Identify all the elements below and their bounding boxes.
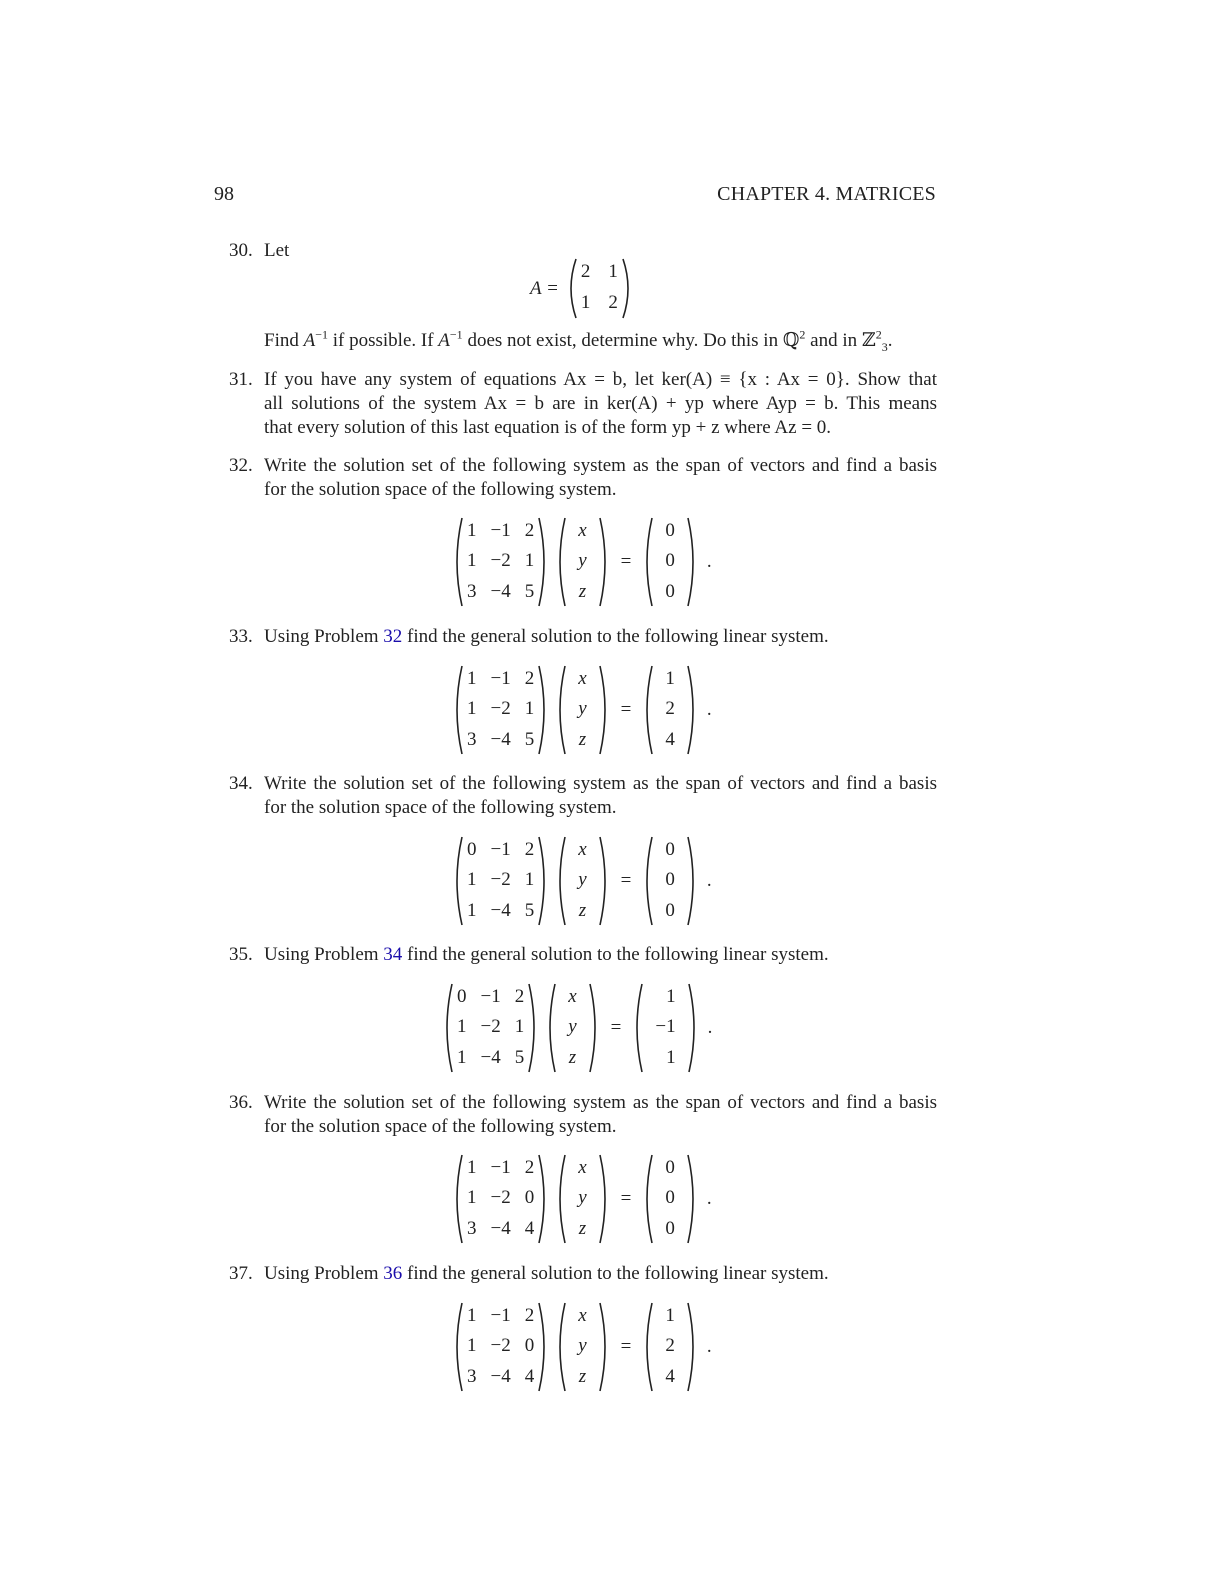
matrix-cell: 2	[665, 1335, 675, 1357]
matrix-cell: 0	[665, 839, 675, 860]
problem-link-34[interactable]: 34	[383, 944, 403, 965]
matrix-equation-35	[441, 983, 712, 1073]
matrix-cell: −2	[490, 1187, 511, 1209]
matrix-cell: 1	[457, 1046, 467, 1068]
matrix-equation-33	[451, 665, 712, 755]
left-paren	[451, 1302, 463, 1392]
left-paren	[554, 665, 566, 755]
period: .	[707, 1017, 713, 1038]
matrix-cell: −2	[480, 1016, 501, 1038]
right-paren	[599, 1154, 611, 1244]
problem-number: 33.	[229, 626, 253, 647]
problem-number: 31.	[229, 369, 253, 390]
matrix-cell: 0	[665, 899, 675, 921]
period: .	[706, 1336, 712, 1357]
right-paren	[538, 665, 550, 755]
matrix-cell: 3	[467, 1365, 477, 1387]
variable-vector	[554, 665, 610, 755]
matrix-cell: −4	[490, 728, 511, 750]
problem-30-question	[229, 329, 937, 353]
problem-link-36[interactable]: 36	[383, 1263, 403, 1284]
problem-text: Let	[264, 240, 290, 261]
right-paren	[688, 983, 700, 1073]
coefficient-matrix	[451, 517, 550, 607]
problem-text: find the general solution to the following linear system.	[402, 626, 829, 647]
matrix-cell: 0	[665, 869, 675, 891]
left-paren	[641, 517, 653, 607]
equals-sign: =	[620, 699, 632, 720]
matrix-cell: −4	[480, 1046, 501, 1068]
rhs-vector	[641, 517, 699, 607]
matrix-cell: 0	[665, 1157, 675, 1178]
period: .	[706, 551, 712, 572]
problem-number: 36.	[229, 1092, 253, 1113]
matrix-cell: x	[578, 1157, 587, 1178]
matrix-cell: −1	[480, 986, 501, 1007]
math-exponent: 2	[799, 327, 806, 342]
matrix-cell: 0	[665, 580, 675, 602]
left-paren	[641, 1154, 653, 1244]
left-paren	[641, 1302, 653, 1392]
matrix-cell: 2	[524, 1157, 535, 1178]
matrix-label: A =	[530, 277, 559, 299]
right-paren	[528, 983, 540, 1073]
right-paren	[589, 983, 601, 1073]
problem-text-line: Write the solution set of the following system as the span of vectors and find a basis	[264, 773, 937, 794]
math-subscript: 3	[881, 339, 888, 354]
matrix-equation-36	[451, 1154, 712, 1244]
problem-number: 30.	[229, 240, 253, 261]
matrix-cell: −4	[490, 1217, 511, 1239]
right-paren	[622, 258, 634, 319]
matrix-cell: −2	[490, 550, 511, 572]
problem-text: Find	[264, 330, 304, 351]
right-paren	[538, 1302, 550, 1392]
problem-text-line: for the solution space of the following system.	[264, 1116, 617, 1137]
coefficient-matrix	[451, 1302, 550, 1392]
matrix-cell: 0	[665, 520, 675, 541]
matrix-cell: z	[578, 1365, 587, 1387]
equals-sign: =	[620, 1336, 632, 1357]
variable-vector	[554, 517, 610, 607]
equals-sign: =	[620, 1188, 632, 1209]
equals-sign: =	[620, 870, 632, 891]
right-paren	[599, 1302, 611, 1392]
right-paren	[687, 1154, 699, 1244]
matrix-cell: 4	[524, 1217, 535, 1239]
left-paren	[565, 258, 577, 319]
matrix-cell: −1	[655, 1016, 676, 1038]
problem-31	[229, 368, 937, 440]
matrix-cell: 0	[524, 1335, 535, 1357]
matrix-cell: y	[578, 550, 587, 572]
matrix-cell: 1	[457, 1016, 467, 1038]
matrix-cell: 2	[514, 986, 525, 1007]
problem-33	[229, 625, 937, 649]
matrix-cell: 4	[524, 1365, 535, 1387]
problem-text: if possible. If	[328, 330, 439, 351]
matrix-cell: −2	[490, 1335, 511, 1357]
math-symbol: ℤ	[861, 330, 876, 351]
matrix-cell: −4	[490, 580, 511, 602]
matrix-cell: −4	[490, 899, 511, 921]
rhs-vector	[641, 836, 699, 926]
rhs-vector	[641, 1154, 699, 1244]
right-paren	[687, 517, 699, 607]
matrix-cell: 2	[580, 261, 591, 282]
matrix-cell: 0	[467, 839, 477, 860]
problem-number: 32.	[229, 455, 253, 476]
matrix-A	[565, 258, 634, 319]
problem-34	[229, 772, 937, 820]
left-paren	[441, 983, 453, 1073]
problem-text: Using Problem	[264, 1263, 384, 1284]
matrix-cell: 0	[665, 1217, 675, 1239]
problem-number: 35.	[229, 944, 253, 965]
variable-vector	[554, 836, 610, 926]
problem-text-line: all solutions of the system Ax = b are in ker(A) + yp where Ayp = b. This means	[264, 393, 937, 414]
matrix-cell: −2	[490, 698, 511, 720]
matrix-cell: z	[578, 899, 587, 921]
rhs-vector	[641, 665, 699, 755]
math-exponent: −1	[315, 327, 328, 342]
matrix-cell: 3	[467, 580, 477, 602]
matrix-cell: x	[578, 668, 587, 689]
matrix-cell: 1	[580, 292, 591, 313]
matrix-equation-37	[451, 1302, 712, 1392]
problem-text-line: If you have any system of equations Ax = b, let ker(A) ≡ {x : Ax = 0}. Show that	[264, 369, 937, 390]
rhs-vector	[631, 983, 699, 1073]
coefficient-matrix	[451, 665, 550, 755]
chapter-title: CHAPTER 4. MATRICES	[717, 183, 936, 205]
problem-number: 37.	[229, 1263, 253, 1284]
matrix-cell: 5	[524, 728, 535, 750]
right-paren	[599, 517, 611, 607]
matrix-cell: 2	[524, 1305, 535, 1326]
problem-text-line: Write the solution set of the following system as the span of vectors and find a basis	[264, 455, 937, 476]
math-symbol: A	[438, 330, 450, 351]
math-exponent: −1	[449, 327, 463, 342]
matrix-cell: z	[578, 580, 587, 602]
rhs-vector	[641, 1302, 699, 1392]
coefficient-matrix	[451, 836, 550, 926]
matrix-cell: 3	[467, 728, 477, 750]
coefficient-matrix	[441, 983, 540, 1073]
matrix-cell: 2	[524, 839, 535, 860]
matrix-cell: 1	[514, 1016, 525, 1038]
problem-text-line: for the solution space of the following system.	[264, 797, 617, 818]
problem-36	[229, 1091, 937, 1139]
problem-text: .	[887, 330, 893, 351]
matrix-cell: −1	[490, 839, 511, 860]
matrix-cell: 4	[665, 728, 675, 750]
right-paren	[687, 836, 699, 926]
right-paren	[538, 517, 550, 607]
matrix-equation-32	[451, 517, 712, 607]
left-paren	[554, 517, 566, 607]
matrix-cell: 5	[514, 1046, 525, 1068]
matrix-cell: x	[578, 520, 587, 541]
left-paren	[544, 983, 556, 1073]
problem-link-32[interactable]: 32	[383, 626, 403, 647]
matrix-cell: y	[578, 1187, 587, 1209]
matrix-cell: 1	[467, 899, 477, 921]
math-exponent: 2	[875, 327, 882, 342]
left-paren	[554, 1154, 566, 1244]
matrix-cell: 2	[665, 698, 675, 720]
page-number: 98	[214, 183, 234, 205]
problem-text: does not exist, determine why. Do this in	[462, 330, 783, 351]
matrix-cell: 4	[665, 1365, 675, 1387]
math-symbol: ℚ	[782, 330, 800, 351]
problem-text-line: for the solution space of the following system.	[264, 479, 617, 500]
problem-text-line: Write the solution set of the following system as the span of vectors and find a basis	[264, 1092, 937, 1113]
matrix-cell: 1	[524, 550, 535, 572]
right-paren	[599, 665, 611, 755]
matrix-cell: −1	[490, 668, 511, 689]
matrix-cell: 1	[467, 1187, 477, 1209]
left-paren	[451, 1154, 463, 1244]
matrix-cell: y	[568, 1016, 577, 1038]
matrix-cell: 5	[524, 580, 535, 602]
period: .	[706, 1188, 712, 1209]
matrix-cell: −2	[490, 869, 511, 891]
matrix-cell: y	[578, 698, 587, 720]
matrix-cell: 0	[665, 1187, 675, 1209]
matrix-cell: z	[568, 1046, 577, 1068]
page-header	[214, 183, 936, 209]
right-paren	[538, 836, 550, 926]
matrix-cell: 1	[608, 261, 618, 282]
left-paren	[554, 836, 566, 926]
matrix-cell: x	[578, 839, 587, 860]
matrix-cell: 0	[524, 1187, 535, 1209]
period: .	[706, 870, 712, 891]
problem-text: find the general solution to the following linear system.	[402, 944, 829, 965]
problem-text: and in	[805, 330, 862, 351]
problem-35	[229, 943, 937, 967]
matrix-cell: 1	[665, 1305, 675, 1326]
matrix-cell: z	[578, 1217, 587, 1239]
period: .	[706, 699, 712, 720]
matrix-cell: x	[568, 986, 577, 1007]
matrix-cell: 0	[457, 986, 467, 1007]
matrix-cell: z	[578, 728, 587, 750]
matrix-cell: 2	[524, 520, 535, 541]
coefficient-matrix	[451, 1154, 550, 1244]
left-paren	[451, 517, 463, 607]
left-paren	[451, 836, 463, 926]
matrix-cell: 5	[524, 899, 535, 921]
variable-vector	[554, 1154, 610, 1244]
equals-sign: =	[620, 551, 632, 572]
matrix-cell: −4	[490, 1365, 511, 1387]
left-paren	[641, 665, 653, 755]
matrix-cell: 3	[467, 1217, 477, 1239]
matrix-cell: y	[578, 1335, 587, 1357]
math-symbol: A	[303, 330, 316, 351]
matrix-cell: 1	[665, 668, 675, 689]
variable-vector	[554, 1302, 610, 1392]
problem-text: find the general solution to the following linear system.	[402, 1263, 829, 1284]
problem-32	[229, 454, 937, 502]
equals-sign: =	[610, 1017, 622, 1038]
right-paren	[599, 836, 611, 926]
matrix-equation-34	[451, 836, 712, 926]
matrix-cell: 1	[467, 1157, 477, 1178]
problem-text-line: that every solution of this last equation is of the form yp + z where Az = 0.	[264, 417, 832, 438]
matrix-cell: 1	[467, 869, 477, 891]
right-paren	[687, 1302, 699, 1392]
matrix-cell: 1	[524, 869, 535, 891]
matrix-cell: x	[578, 1305, 587, 1326]
matrix-equation-30	[530, 258, 634, 319]
variable-vector	[544, 983, 600, 1073]
matrix-cell: 1	[467, 668, 477, 689]
matrix-cell: 1	[666, 1046, 676, 1068]
right-paren	[687, 665, 699, 755]
left-paren	[631, 983, 643, 1073]
problem-text: Using Problem	[264, 626, 384, 647]
matrix-cell: 1	[467, 550, 477, 572]
right-paren	[538, 1154, 550, 1244]
left-paren	[641, 836, 653, 926]
left-paren	[554, 1302, 566, 1392]
left-paren	[451, 665, 463, 755]
matrix-cell: −1	[490, 1157, 511, 1178]
matrix-cell: 1	[467, 1335, 477, 1357]
matrix-cell: y	[578, 869, 587, 891]
matrix-cell: 1	[467, 520, 477, 541]
problem-text: Using Problem	[264, 944, 384, 965]
problem-37	[229, 1262, 937, 1286]
problem-number: 34.	[229, 773, 253, 794]
matrix-cell: 2	[608, 292, 618, 313]
matrix-cell: 1	[666, 986, 676, 1007]
matrix-cell: 1	[524, 698, 535, 720]
matrix-cell: −1	[490, 520, 511, 541]
matrix-cell: 2	[524, 668, 535, 689]
matrix-cell: 1	[467, 1305, 477, 1326]
matrix-cell: 0	[665, 550, 675, 572]
matrix-cell: −1	[490, 1305, 511, 1326]
matrix-cell: 1	[467, 698, 477, 720]
